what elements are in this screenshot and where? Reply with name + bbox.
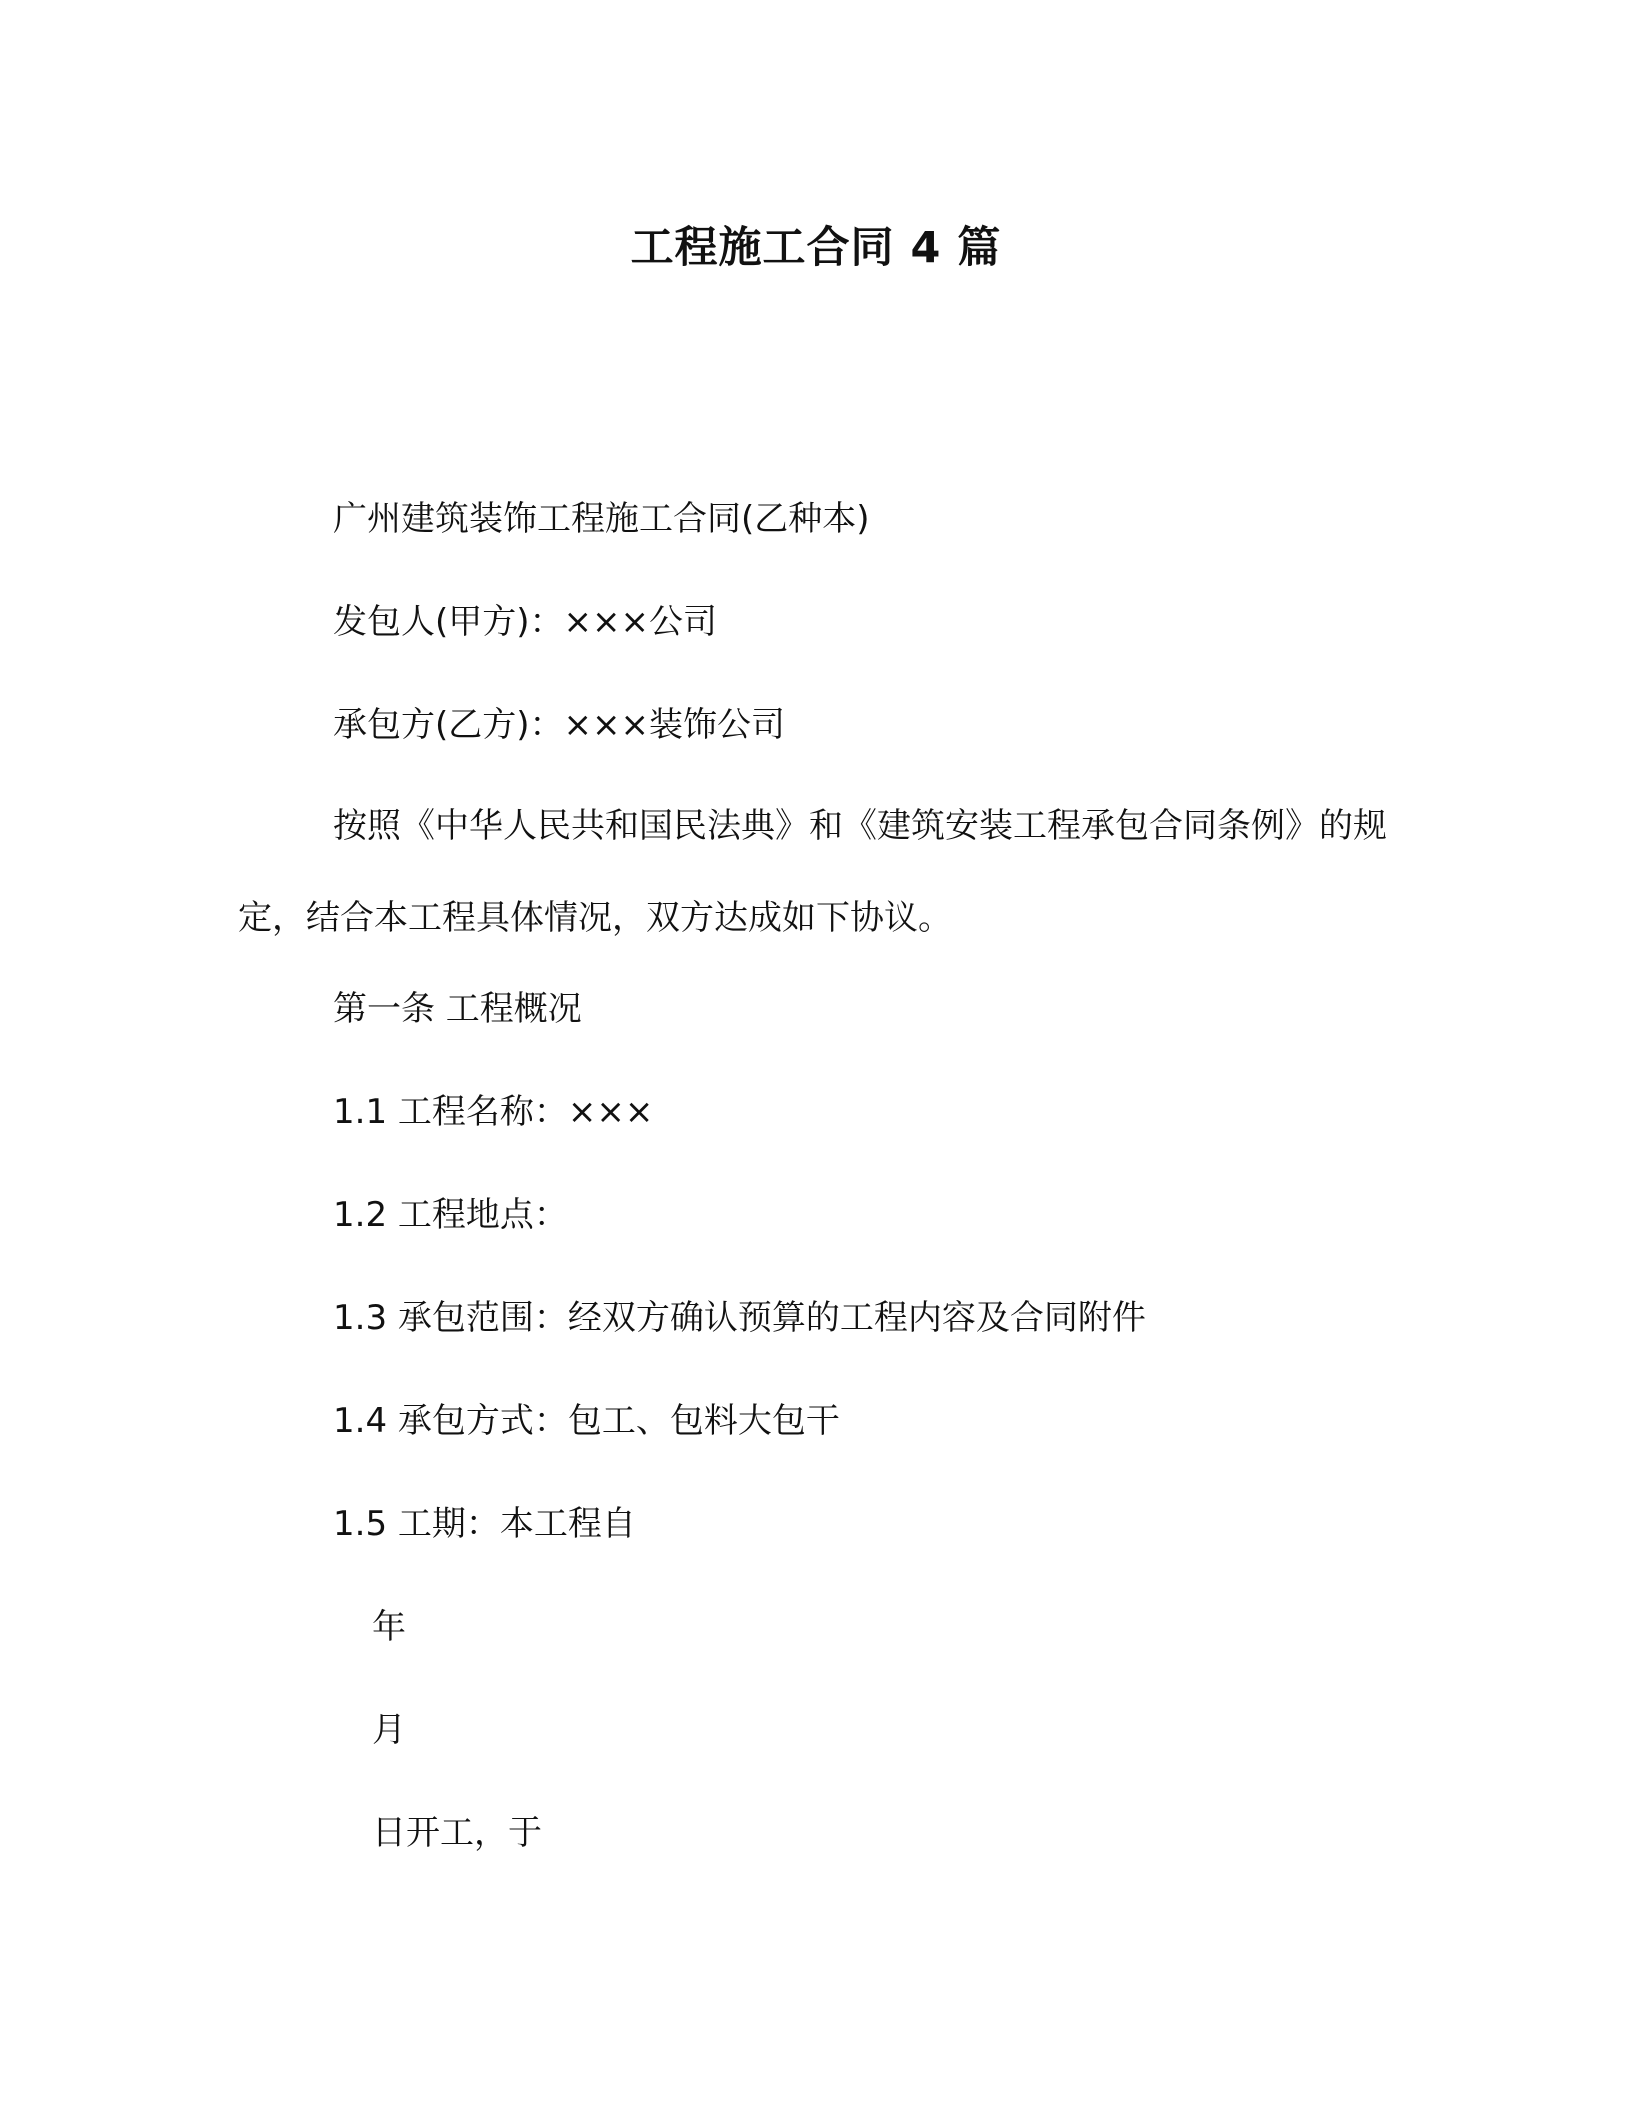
item-1-5: 1.5 工期：本工程自 (333, 1504, 636, 1544)
day-start-label: 日开工，于 (372, 1813, 542, 1853)
contract-name: 广州建筑装饰工程施工合同(乙种本) (333, 499, 870, 539)
document-title: 工程施工合同 4 篇 (630, 223, 1002, 273)
item-1-2: 1.2 工程地点： (333, 1195, 568, 1235)
year-label: 年 (372, 1607, 406, 1647)
party-a: 发包人(甲方)：×××公司 (333, 602, 717, 642)
article-1-title: 第一条 工程概况 (333, 989, 582, 1029)
preamble-paragraph: 按照《中华人民共和国民法典》和《建筑安装工程承包合同条例》的规定，结合本工程具体情况，双方达成如下协议。 (238, 806, 1387, 938)
month-label: 月 (372, 1710, 406, 1750)
party-b: 承包方(乙方)：×××装饰公司 (333, 705, 785, 745)
item-1-1: 1.1 工程名称：××× (333, 1092, 654, 1132)
item-1-3: 1.3 承包范围：经双方确认预算的工程内容及合同附件 (333, 1298, 1146, 1338)
item-1-4: 1.4 承包方式：包工、包料大包干 (333, 1401, 840, 1441)
